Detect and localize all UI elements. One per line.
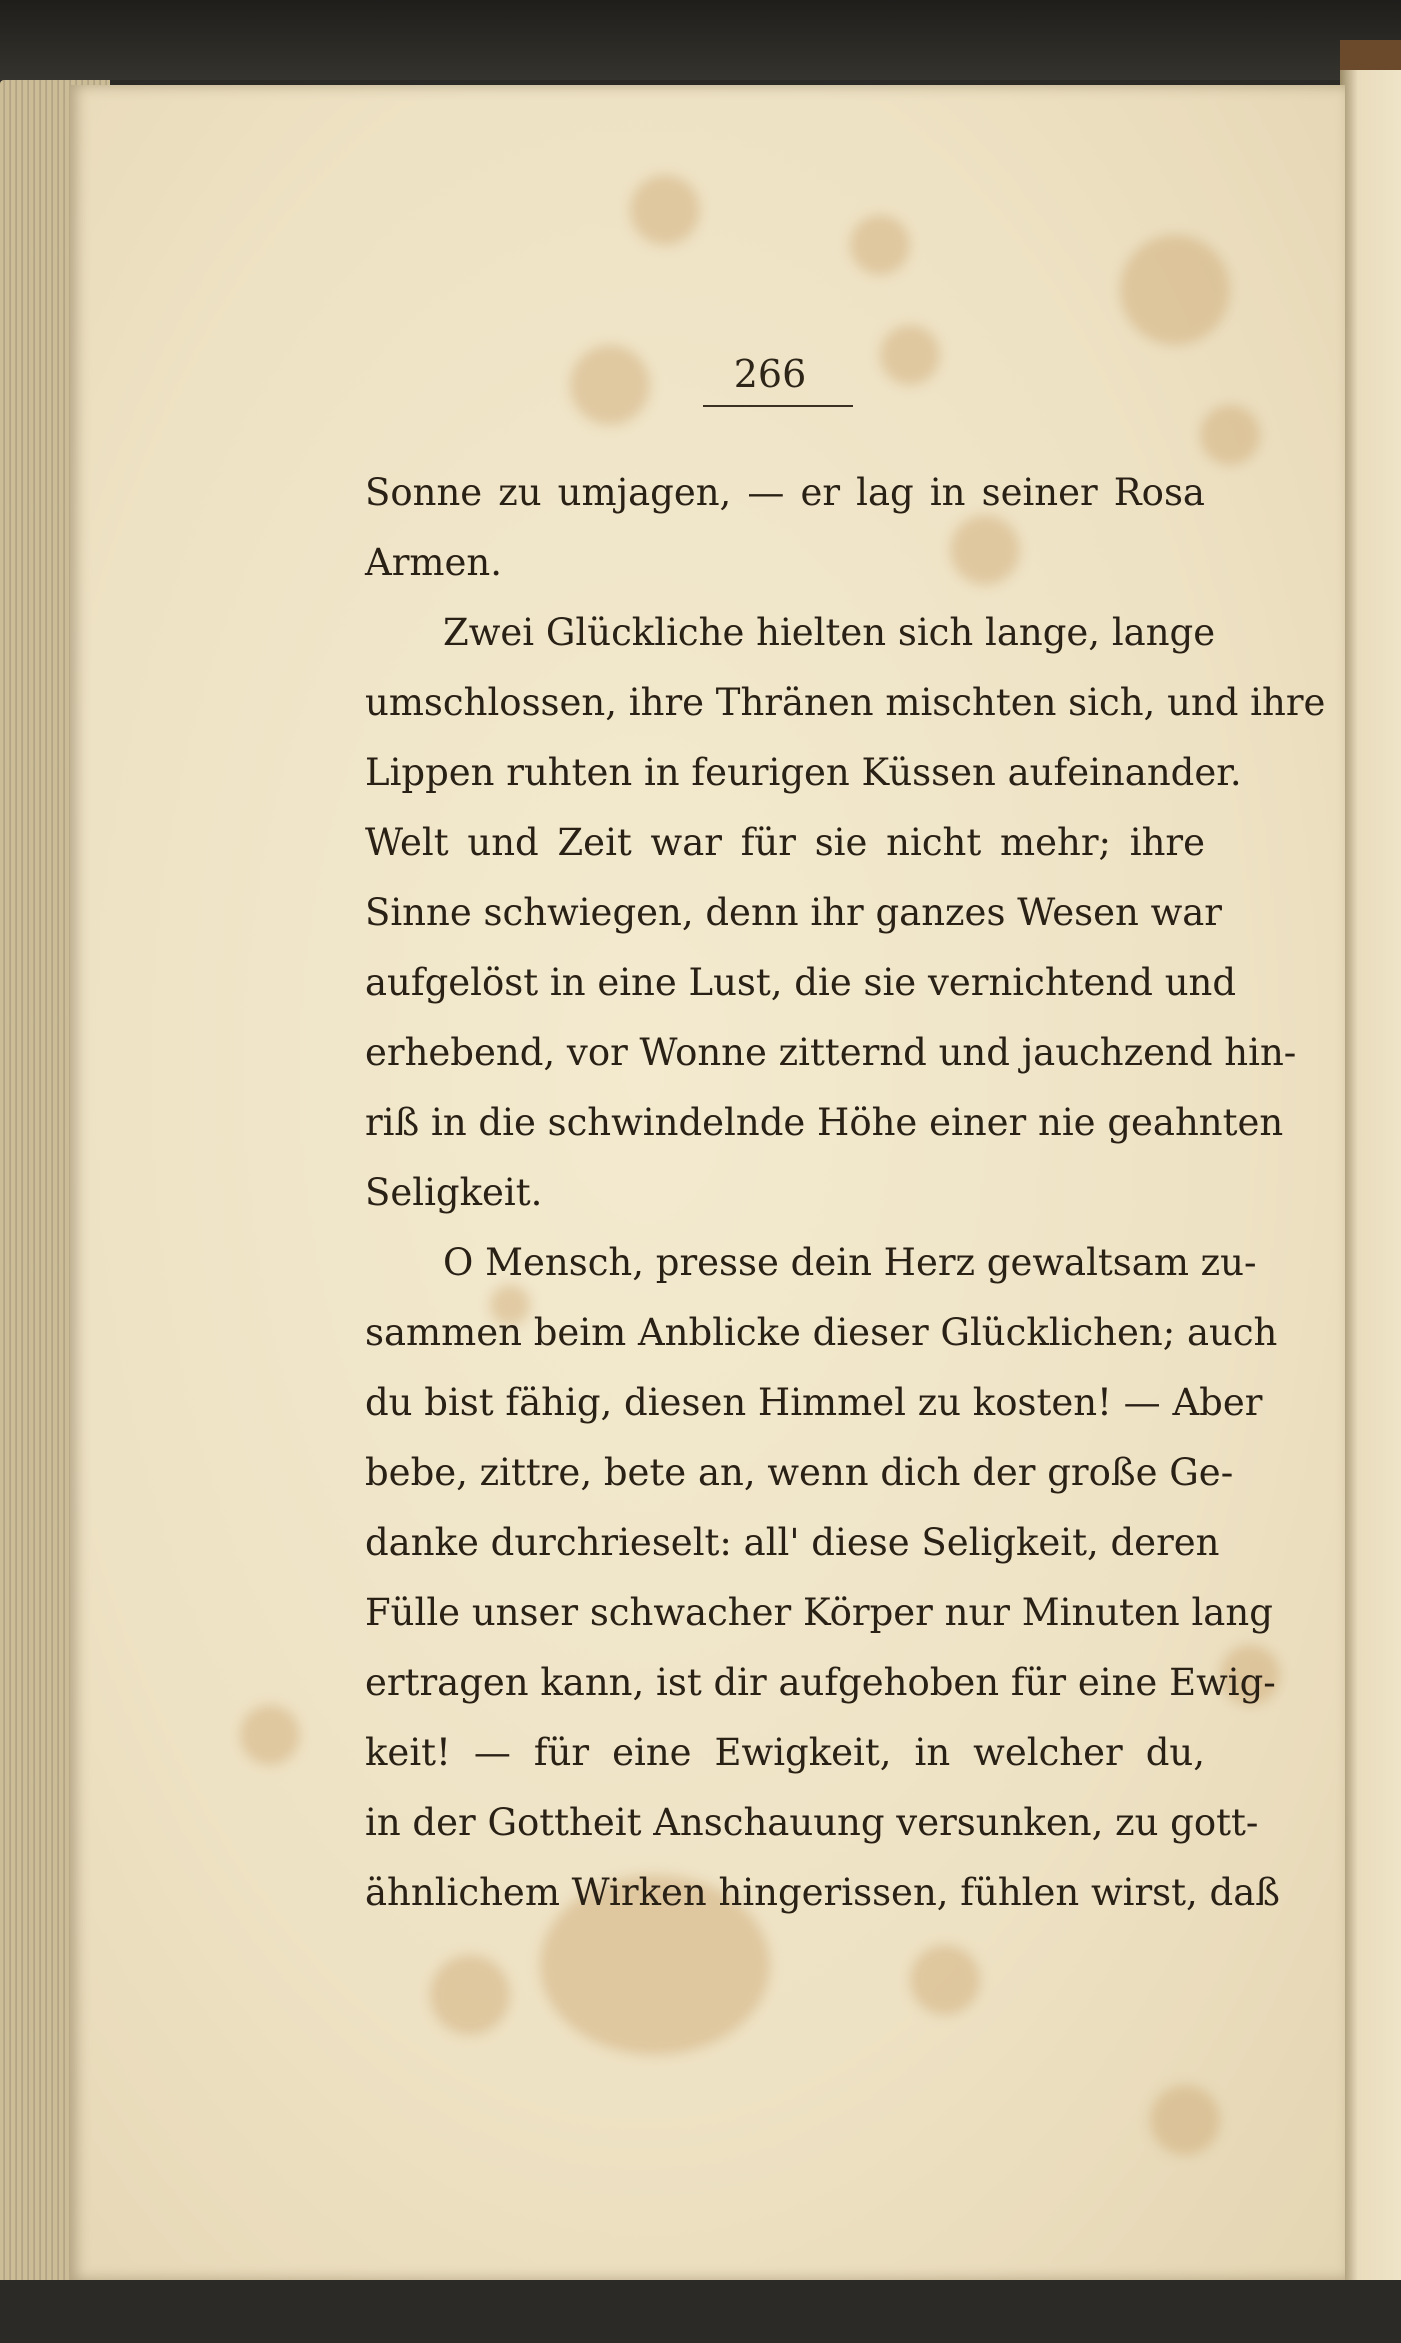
text-line: aufgelöst in eine Lust, die sie vernichtend und	[365, 961, 1237, 1004]
text-line: Armen.	[365, 541, 502, 584]
text-line: keit! — für eine Ewigkeit, in welcher du,	[365, 1731, 1205, 1774]
page-number: 266	[733, 352, 807, 396]
text-line: Fülle unser schwacher Körper nur Minuten lang	[365, 1591, 1273, 1634]
text-line: Seligkeit.	[365, 1171, 543, 1214]
book-top-edge	[0, 0, 1401, 80]
text-line: Welt und Zeit war für sie nicht mehr; ihre	[365, 821, 1205, 864]
text-line: umschlossen, ihre Thränen mischten sich, und ihre	[365, 681, 1326, 724]
book-bottom-edge	[0, 2280, 1401, 2343]
text-line: erhebend, vor Wonne zitternd und jauchzend hin-	[365, 1031, 1297, 1074]
text-line: Zwei Glückliche hielten sich lange, lange	[443, 611, 1216, 654]
text-line: ertragen kann, ist dir aufgehoben für eine Ewig-	[365, 1661, 1276, 1704]
foxing-spot	[1120, 235, 1230, 345]
foxing-spot	[630, 175, 700, 245]
foxing-spot	[910, 1945, 980, 2015]
body-text	[365, 458, 1326, 1928]
text-line: riß in die schwindelnde Höhe einer nie geahnten	[365, 1101, 1284, 1144]
text-line: in der Gottheit Anschauung versunken, zu gott-	[365, 1801, 1259, 1844]
text-line: sammen beim Anblicke dieser Glücklichen; auch	[365, 1311, 1278, 1354]
facing-page-edge	[1340, 70, 1401, 2285]
text-line: ähnlichem Wirken hingerissen, fühlen wirst, daß	[365, 1871, 1281, 1914]
header-rule	[703, 405, 853, 407]
text-line: danke durchrieselt: all' diese Seligkeit, deren	[365, 1521, 1220, 1564]
text-line: du bist fähig, diesen Himmel zu kosten! — Aber	[365, 1381, 1263, 1424]
foxing-spot	[240, 1705, 300, 1765]
text-line: O Mensch, presse dein Herz gewaltsam zu-	[443, 1241, 1257, 1284]
foxing-spot	[1150, 2085, 1220, 2155]
foxing-spot	[570, 345, 650, 425]
foxing-spot	[430, 1955, 510, 2035]
foxing-spot	[1200, 405, 1260, 465]
text-line: bebe, zittre, bete an, wenn dich der große Ge-	[365, 1451, 1234, 1494]
foxing-spot	[880, 325, 940, 385]
text-line: Sonne zu umjagen, — er lag in seiner Rosa	[365, 471, 1205, 514]
text-line: Lippen ruhten in feurigen Küssen aufeinander.	[365, 751, 1242, 794]
foxing-spot	[850, 215, 910, 275]
text-line: Sinne schwiegen, denn ihr ganzes Wesen war	[365, 891, 1222, 934]
